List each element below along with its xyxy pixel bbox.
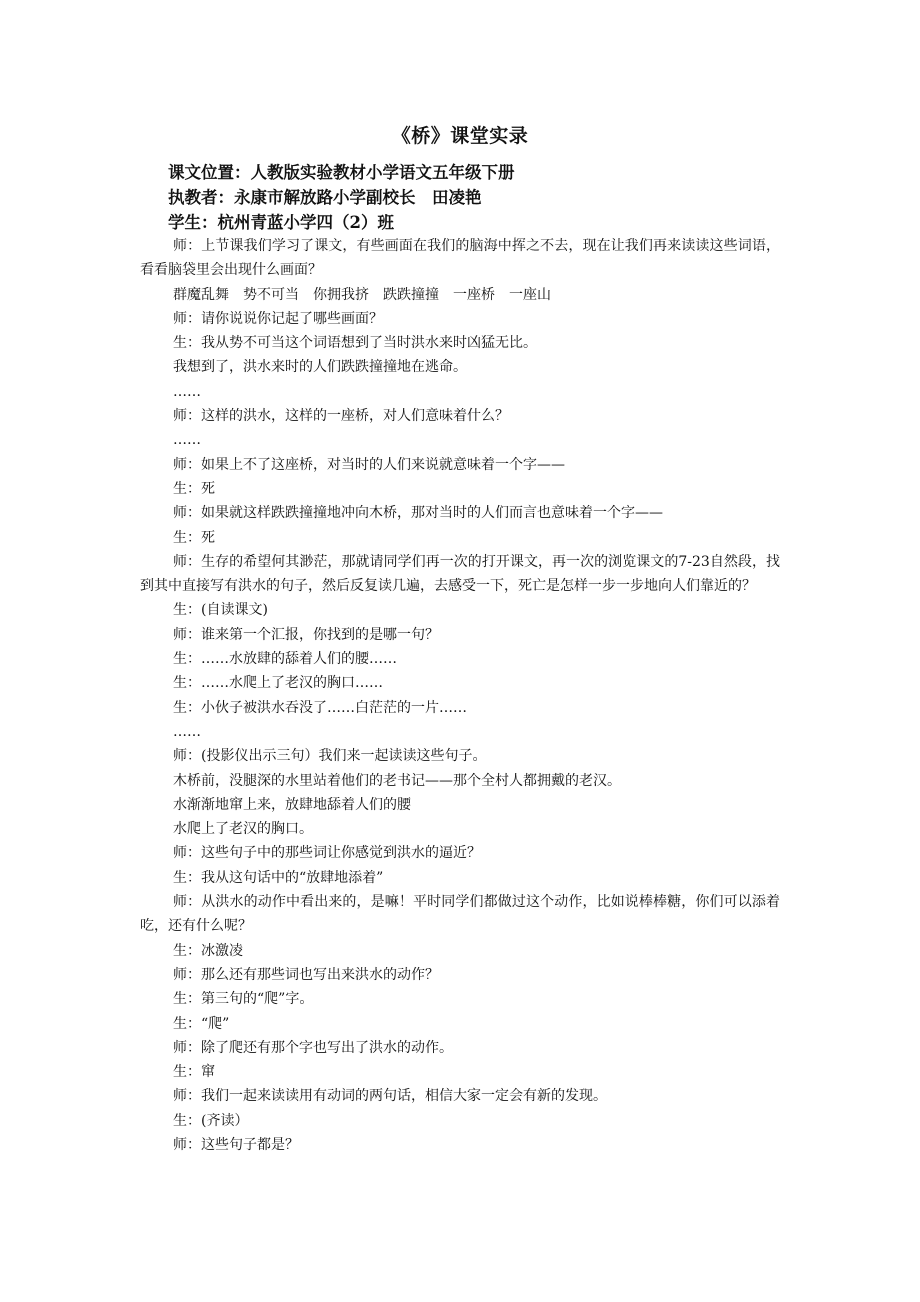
paragraph: 生：我从这句话中的“放肆地添着” (173, 869, 384, 886)
ellipsis-line: …… (173, 432, 201, 449)
paragraph: 水渐渐地窜上来，放肆地舔着人们的腰 (173, 796, 411, 813)
paragraph: 师：这些句子中的那些词让你感觉到洪水的逼近？ (173, 845, 481, 862)
paragraph: 师：(投影仪出示三句）我们来一起读读这些句子。 (173, 748, 487, 765)
paragraph: 师：这些句子都是？ (173, 1136, 299, 1153)
paragraph: 生：死 (173, 529, 215, 546)
paragraph: 生：……水爬上了老汉的胸口…… (173, 675, 383, 692)
paragraph: 师：那么还有那些词也写出来洪水的动作？ (173, 966, 439, 983)
paragraph: 师：这样的洪水，这样的一座桥，对人们意味着什么？ (173, 408, 509, 425)
paragraph: 生：第三句的“爬”字。 (173, 991, 314, 1008)
paragraph: 生：(齐读） (173, 1112, 249, 1129)
paragraph: 师：生存的希望何其渺茫，那就请同学们再一次的打开课文，再一次的浏览课文的7-23自然段，找到其中直接写有洪水的句子，然后反复读几遍，去感受一下，死亡是怎样一步一步地向人们靠近的？ (140, 553, 780, 595)
document-title: 《桥》课堂实录 (391, 125, 529, 147)
paragraph: 生：……水放肆的舔着人们的腰…… (173, 651, 397, 668)
paragraph: 师：请你说说你记起了哪些画面？ (173, 310, 383, 327)
ellipsis-line: …… (173, 383, 201, 400)
paragraph: 生：(自读课文) (173, 602, 268, 619)
paragraph: 师：除了爬还有那个字也写出了洪水的动作。 (173, 1039, 453, 1056)
paragraph: 生：冰激凌 (173, 942, 243, 959)
paragraph: 水爬上了老汉的胸口。 (173, 821, 313, 838)
paragraph: 木桥前，没腿深的水里站着他们的老书记——那个全村人都拥戴的老汉。 (173, 772, 621, 789)
paragraph: 师：谁来第一个汇报，你找到的是哪一句？ (173, 626, 439, 643)
paragraph: 生：我从势不可当这个词语想到了当时洪水来时凶猛无比。 (173, 335, 537, 352)
paragraph: 师：上节课我们学习了课文，有些画面在我们的脑海中挥之不去，现在让我们再来读读这些词语，看看脑袋里会出现什么画面？ (140, 238, 780, 279)
paragraph: 生：死 (173, 480, 215, 497)
paragraph: 生：“爬” (173, 1015, 230, 1032)
paragraph: 生：窜 (173, 1064, 215, 1081)
paragraph: 师：从洪水的动作中看出来的，是嘛！平时同学们都做过这个动作，比如说棒棒糖，你们可以添着吃，还有什么呢？ (140, 894, 780, 935)
paragraph: 师：如果上不了这座桥，对当时的人们来说就意味着一个字—— (173, 456, 565, 473)
paragraph: 我想到了，洪水来时的人们跌跌撞撞地在逃命。 (173, 359, 467, 376)
lesson-position: 课文位置：人教版实验教材小学语文五年级下册 (168, 163, 515, 182)
paragraph: 生：小伙子被洪水吞没了……白茫茫的一片…… (173, 699, 467, 716)
lesson-students: 学生：杭州青蓝小学四（2）班 (168, 213, 394, 232)
lesson-teacher: 执教者：永康市解放路小学副校长 田凌艳 (168, 188, 482, 207)
paragraph: 师：我们一起来读读用有动词的两句话，相信大家一定会有新的发现。 (173, 1088, 607, 1105)
vocabulary-line: 群魔乱舞 势不可当 你拥我挤 跌跌撞撞 一座桥 一座山 (173, 286, 551, 303)
ellipsis-line: …… (173, 723, 201, 740)
transcript-body (140, 234, 780, 1157)
paragraph: 师：如果就这样跌跌撞撞地冲向木桥，那对当时的人们而言也意味着一个字—— (173, 505, 663, 522)
